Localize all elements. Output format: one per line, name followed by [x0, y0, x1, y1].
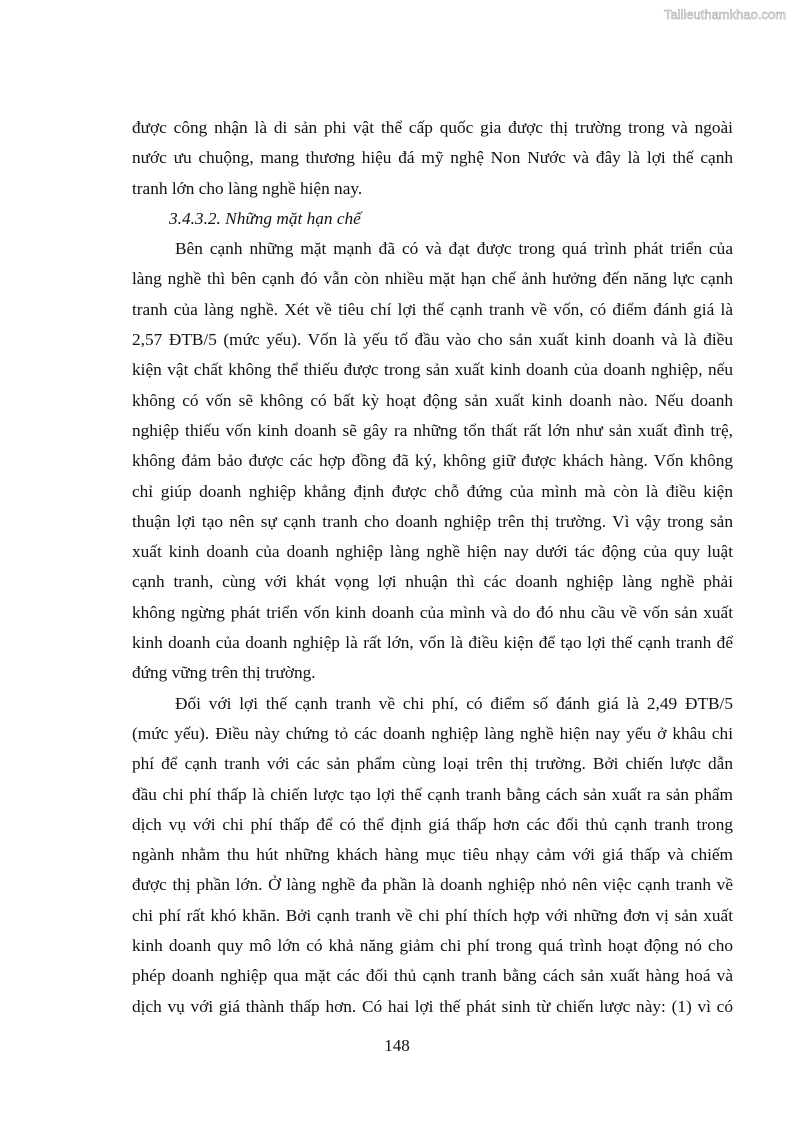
text-line: được công nhận là di sản phi vật thể cấp quốc gia được thị trường trong và ngoài: [132, 118, 733, 137]
paragraph-continuation: [132, 113, 733, 204]
page-number: 148: [384, 1036, 410, 1055]
page-body: [132, 113, 733, 1022]
text-line: kinh doanh của doanh nghiệp là rất lớn, vốn là điều kiện để tạo lợi thế cạnh tranh để: [132, 633, 733, 653]
text-line: kinh doanh quy mô lớn có khả năng giảm chi phí trong quá trình hoạt động nó cho: [132, 936, 733, 956]
text-line: không có vốn sẽ không có bất kỳ hoạt động sản xuất kinh doanh nào. Nếu doanh: [132, 390, 733, 410]
text-line: ngành nhằm thu hút những khách hàng mục tiêu nhạy cảm với giá thấp và chiếm: [132, 845, 733, 865]
text-line: không đảm bảo được các hợp đồng đã ký, không giữ được khách hàng. Vốn không: [132, 451, 733, 471]
text-line: Đối với lợi thế cạnh tranh về chi phí, có điểm số đánh giá là 2,49 ĐTB/5: [175, 693, 733, 713]
text-line: dịch vụ với chi phí thấp để có thể định giá thấp hơn các đối thủ cạnh tranh trong: [132, 814, 733, 834]
section-heading: 3.4.3.2. Những mặt hạn chế: [169, 208, 361, 228]
text-line: được thị phần lớn. Ở làng nghề đa phần là doanh nghiệp nhỏ nên việc cạnh tranh về: [132, 875, 733, 895]
text-line: nước ưu chuộng, mang thương hiệu đá mỹ nghệ Non Nước và đây là lợi thế cạnh: [132, 148, 733, 168]
text-line: chi phí rất khó khăn. Bởi cạnh tranh về chi phí thích hợp với những đơn vị sản xuất: [132, 905, 733, 925]
text-line: nghiệp thiếu vốn kinh doanh sẽ gây ra những tổn thất rất lớn như sản xuất đình trệ,: [132, 420, 733, 440]
text-line: làng nghề thì bên cạnh đó vẫn còn nhiều mặt hạn chế ảnh hưởng đến năng lực cạnh: [132, 269, 733, 289]
text-line: 2,57 ĐTB/5 (mức yếu). Vốn là yếu tố đầu vào cho sản xuất kinh doanh và là điều: [132, 330, 733, 350]
paragraph-capital-weakness: [132, 234, 733, 688]
text-line: (mức yếu). Điều này chứng tỏ các doanh nghiệp làng nghề hiện nay yếu ở khâu chi: [132, 723, 733, 743]
text-line: đứng vững trên thị trường.: [132, 663, 316, 683]
text-line: dịch vụ với giá thành thấp hơn. Có hai lợi thế phát sinh từ chiến lược này: (1) vì có: [132, 996, 733, 1016]
text-line: phép doanh nghiệp qua mặt các đối thủ cạnh tranh bằng cách sản xuất hàng hoá và: [132, 966, 733, 986]
text-line: cạnh tranh, cùng với khát vọng lợi nhuận thì các doanh nghiệp làng nghề phải: [132, 572, 733, 592]
watermark: Tailieuthamkhao.com: [663, 7, 786, 22]
text-line: xuất kinh doanh của doanh nghiệp làng nghề hiện nay dưới tác động của quy luật: [132, 542, 733, 562]
text-line: đầu chi phí thấp là chiến lược tạo lợi thế cạnh tranh bằng cách sản xuất ra sản phẩm: [132, 784, 733, 804]
text-line: tranh lớn cho làng nghề hiện nay.: [132, 178, 363, 198]
paragraph-cost-weakness: [132, 689, 733, 1022]
text-line: chỉ giúp doanh nghiệp khẳng định được chỗ đứng của mình mà còn là điều kiện: [132, 481, 733, 501]
text-line: Bên cạnh những mặt mạnh đã có và đạt được trong quá trình phát triển của: [175, 239, 733, 259]
text-line: không ngừng phát triển vốn kinh doanh của mình và do đó nhu cầu về vốn sản xuất: [132, 602, 733, 622]
text-line: tranh của làng nghề. Xét về tiêu chí lợi thế cạnh tranh về vốn, có điểm đánh giá là: [132, 299, 733, 319]
text-line: phí để cạnh tranh với các sản phẩm cùng loại trên thị trường. Bởi chiến lược dẫn: [132, 754, 733, 774]
text-line: thuận lợi tạo nên sự cạnh tranh cho doanh nghiệp trên thị trường. Vì vậy trong sản: [132, 511, 733, 531]
text-line: kiện vật chất không thể thiếu được trong sản xuất kinh doanh của doanh nghiệp, nếu: [132, 360, 733, 380]
